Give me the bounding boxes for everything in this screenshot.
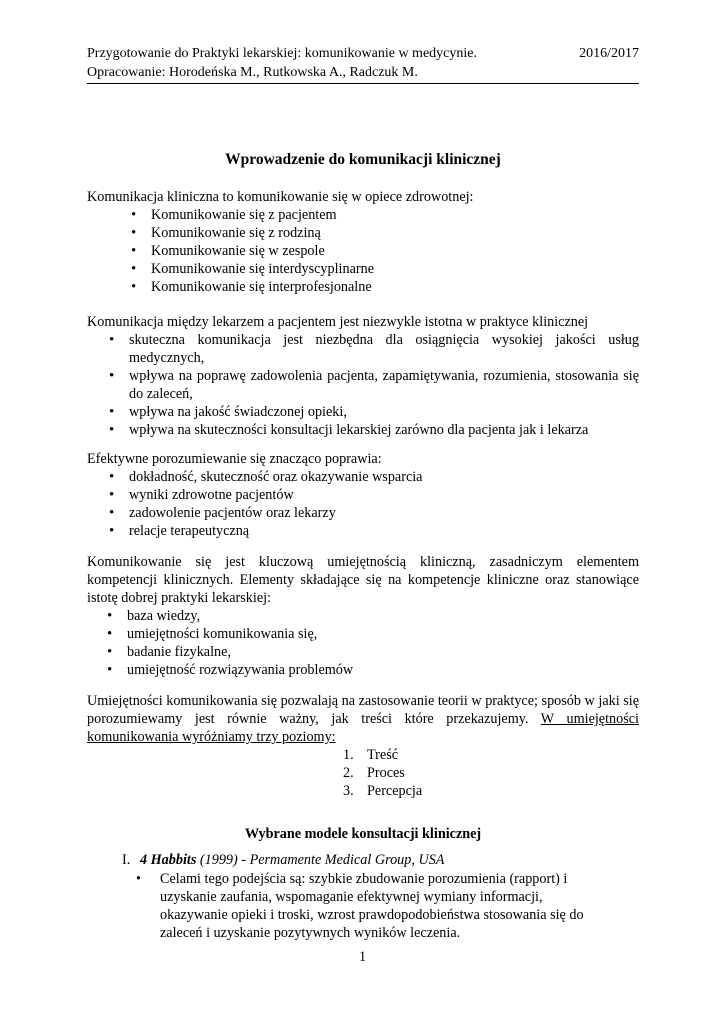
underlined-text: W umiejętności komunikowania wyróżniamy trzy poziomy: xyxy=(87,711,639,745)
models-heading: Wybrane modele konsultacji klinicznej xyxy=(244,826,482,842)
list-item: • umiejętności komunikowania się, xyxy=(87,625,639,643)
list-item: • wpływa na jakość świadczonej opieki, xyxy=(87,403,639,421)
list-item: • Komunikowanie się z rodziną xyxy=(87,224,639,242)
section-doctor-patient xyxy=(87,313,639,439)
page-number: 1 xyxy=(358,949,367,965)
list-label: Proces xyxy=(367,765,405,781)
model-title xyxy=(122,851,639,869)
list-item: • wyniki zdrowotne pacjentów xyxy=(87,486,639,504)
document-title: Wprowadzenie do komunikacji klinicznej xyxy=(225,151,501,168)
header-year: 2016/2017 xyxy=(579,46,639,61)
section-intro: Komunikacja między lekarzem a pacjentem jest niezwykle istotna w praktyce klinicznej xyxy=(87,314,589,330)
list-item: • wpływa na poprawę zadowolenia pacjenta, zapamiętywania, rozumienia, stosowania się do zaleceń, xyxy=(87,367,639,403)
header-course-title: Przygotowanie do Praktyki lekarskiej: komunikowanie w medycynie. xyxy=(87,46,477,61)
section-communication-levels xyxy=(87,692,639,800)
section-clinical-communication xyxy=(87,188,639,296)
numbered-list xyxy=(87,746,639,800)
bullet-list xyxy=(87,607,639,679)
page-header xyxy=(87,44,639,82)
list-number: 1. xyxy=(343,747,354,763)
list-number: 2. xyxy=(343,765,354,781)
roman-numeral: I. xyxy=(122,852,131,868)
list-item: • dokładność, skuteczność oraz okazywanie wsparcia xyxy=(87,468,639,486)
list-item: • relacje terapeutyczną xyxy=(87,522,639,540)
list-item: • Komunikowanie się z pacjentem xyxy=(87,206,639,224)
header-authors: Opracowanie: Horodeńska M., Rutkowska A., Radczuk M. xyxy=(87,65,418,80)
model-source: (1999) - Permamente Medical Group, USA xyxy=(196,852,445,868)
header-rule xyxy=(87,83,639,84)
section-intro xyxy=(87,692,639,746)
list-item: • Komunikowanie się interdyscyplinarne xyxy=(87,260,639,278)
list-item: • umiejętność rozwiązywania problemów xyxy=(87,661,639,679)
section-clinical-competence xyxy=(87,553,639,679)
list-item xyxy=(87,782,639,800)
bullet-list xyxy=(87,206,639,296)
list-number: 3. xyxy=(343,783,354,799)
bullet-list xyxy=(87,468,639,540)
list-label: Percepcja xyxy=(367,783,423,799)
model-name: 4 Habbits xyxy=(140,852,197,868)
section-intro: Efektywne porozumiewanie się znacząco poprawia: xyxy=(87,451,382,467)
list-item: • wpływa na skuteczności konsultacji lekarskiej zarówno dla pacjenta jak i lekarza xyxy=(87,421,639,439)
list-item: • zadowolenie pacjentów oraz lekarzy xyxy=(87,504,639,522)
list-item: • baza wiedzy, xyxy=(87,607,639,625)
list-item: • Komunikowanie się interprofesjonalne xyxy=(87,278,639,296)
intro-text: Umiejętności komunikowania się pozwalają na zastosowanie teorii w praktyce; sposób w jaki się porozumiewamy jest równie ważny, jak treści które przekazujemy. xyxy=(87,693,639,727)
section-intro: Komunikowanie się jest kluczową umiejętnością kliniczną, zasadniczym elementem kompetencji klinicznych. Elementy składające się na kompetencje kliniczne oraz stanowiące istotę dobrej praktyki lekarskiej: xyxy=(87,554,639,606)
model-description xyxy=(136,870,606,942)
section-effective-communication xyxy=(87,450,639,540)
section-intro: Komunikacja kliniczna to komunikowanie się w opiece zdrowotnej: xyxy=(87,189,474,205)
bullet-list xyxy=(87,331,639,439)
list-item: • badanie fizykalne, xyxy=(87,643,639,661)
bullet-list xyxy=(136,870,606,942)
list-item: • Celami tego podejścia są: szybkie zbudowanie porozumienia (rapport) i uzyskanie zaufania, wspomaganie efektywnej wymiany informacji, okazywanie opieki i troski, wzrost prawdopodobieństwa stosowania się do zaleceń i uzyskanie pozytywnych wyników leczenia. xyxy=(136,870,606,942)
list-label: Treść xyxy=(367,747,399,763)
list-item xyxy=(87,764,639,782)
list-item: • Komunikowanie się w zespole xyxy=(87,242,639,260)
list-item xyxy=(87,746,639,764)
list-item: • skuteczna komunikacja jest niezbędna dla osiągnięcia wysokiej jakości usług medycznych, xyxy=(87,331,639,367)
